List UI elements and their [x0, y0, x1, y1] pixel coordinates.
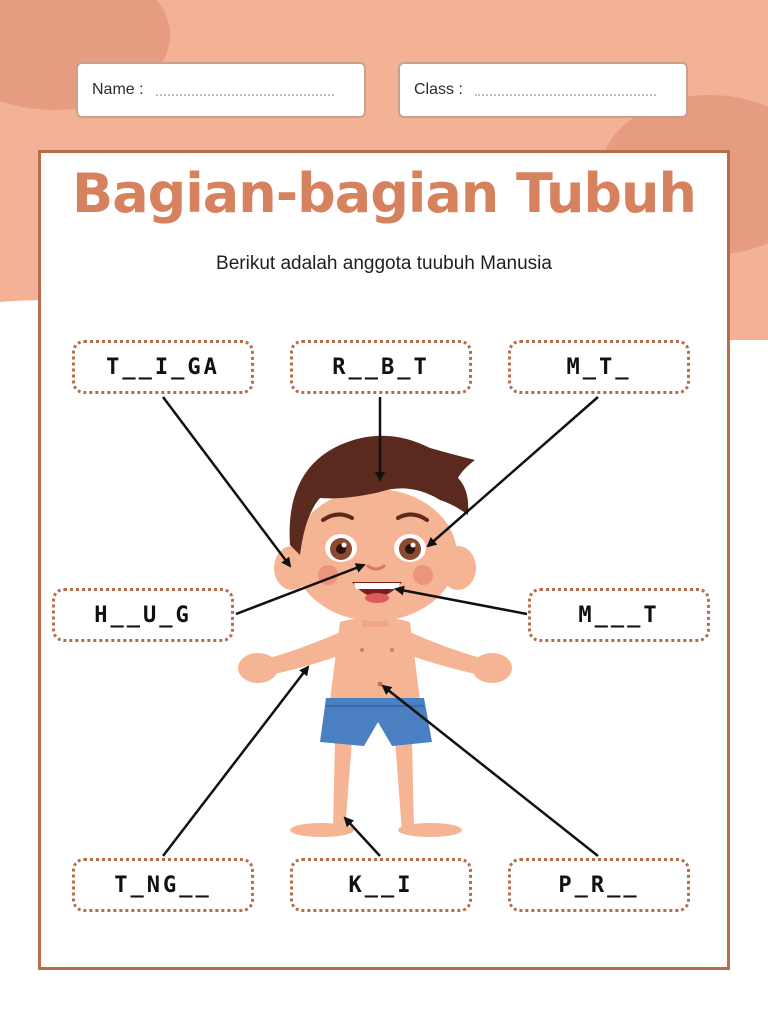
word-box-mulut[interactable]: M___T	[528, 588, 710, 642]
arrow-tangan	[163, 667, 308, 856]
word-box-telinga[interactable]: T__I_GA	[72, 340, 254, 394]
class-label: Class :	[414, 81, 463, 98]
word-box-perut[interactable]: P_R__	[508, 858, 690, 912]
navel	[378, 682, 383, 687]
left-nipple	[360, 648, 364, 652]
word-box-kaki[interactable]: K__I	[290, 858, 472, 912]
right-nipple	[390, 648, 394, 652]
word-box-tangan[interactable]: T_NG__	[72, 858, 254, 912]
name-label: Name :	[92, 81, 144, 98]
left-hand	[238, 653, 278, 683]
right-hand	[472, 653, 512, 683]
word-box-rambut[interactable]: R__B_T	[290, 340, 472, 394]
arrow-telinga	[163, 397, 290, 566]
page-subtitle: Berikut adalah anggota tuubuh Manusia	[216, 253, 552, 274]
right-foot	[398, 823, 462, 837]
left-leg	[333, 740, 352, 832]
right-leg	[395, 740, 414, 832]
page-title: Bagian-bagian Tubuh	[72, 162, 696, 225]
word-box-hidung[interactable]: H__U_G	[52, 588, 234, 642]
left-foot	[290, 823, 354, 837]
torso	[330, 617, 420, 700]
arrow-kaki	[345, 818, 380, 856]
boy-figure	[238, 436, 512, 837]
word-box-mata[interactable]: M_T_	[508, 340, 690, 394]
